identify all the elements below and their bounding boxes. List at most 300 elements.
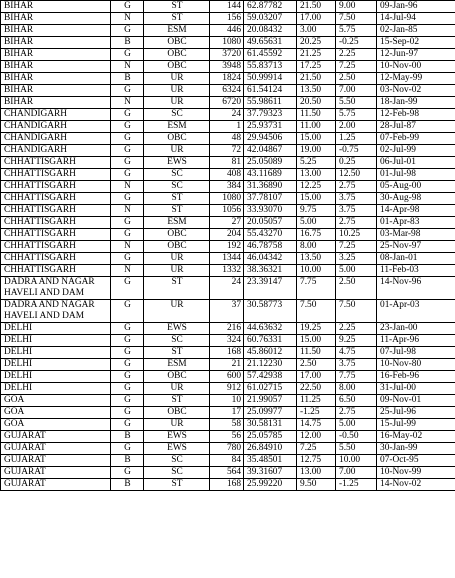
state-cell: GUJARAT [1,479,111,491]
state-cell: CHANDIGARH [1,109,111,121]
date-cell: 09-Nov-01 [377,395,455,407]
state-cell: BIHAR [1,61,111,73]
value-b-cell: 7.50 [336,300,377,323]
table-row [1,25,455,37]
table-row [1,85,455,97]
table-body [1,1,455,491]
date-cell: 06-Jul-01 [377,157,455,169]
count-cell: 780 [210,443,244,455]
score-cell: 25.09977 [244,407,297,419]
date-cell: 14-Nov-02 [377,479,455,491]
date-cell: 11-Feb-03 [377,265,455,277]
category-cell: SC [144,455,210,467]
score-cell: 42.04867 [244,145,297,157]
group-cell: N [111,181,144,193]
score-cell: 45.86012 [244,347,297,359]
date-cell: 01-Apr-03 [377,300,455,323]
state-cell: BIHAR [1,73,111,85]
state-cell: BIHAR [1,97,111,109]
value-b-cell: 2.75 [336,217,377,229]
state-cell: GOA [1,395,111,407]
count-cell: 81 [210,157,244,169]
state-cell: CHHATTISGARH [1,181,111,193]
value-a-cell: 13.00 [297,467,336,479]
group-cell: G [111,277,144,300]
category-cell: UR [144,383,210,395]
table-row [1,1,455,13]
group-cell: B [111,37,144,49]
value-a-cell: 12.25 [297,181,336,193]
group-cell: N [111,205,144,217]
category-cell: SC [144,467,210,479]
value-b-cell: 9.00 [336,1,377,13]
table-row [1,443,455,455]
count-cell: 3720 [210,49,244,61]
group-cell: G [111,145,144,157]
state-cell: CHANDIGARH [1,133,111,145]
state-cell: DADRA AND NAGAR HAVELI AND DAM [1,277,111,300]
score-cell: 35.48501 [244,455,297,467]
group-cell: G [111,407,144,419]
table-row [1,193,455,205]
count-cell: 17 [210,407,244,419]
state-cell: BIHAR [1,13,111,25]
date-cell: 16-Feb-96 [377,371,455,383]
table-row [1,300,455,323]
value-b-cell: 2.50 [336,277,377,300]
value-a-cell: 17.00 [297,371,336,383]
table-row [1,253,455,265]
category-cell: ST [144,205,210,217]
category-cell: ESM [144,359,210,371]
score-cell: 25.93731 [244,121,297,133]
value-b-cell: 7.00 [336,467,377,479]
date-cell: 09-Jan-96 [377,1,455,13]
group-cell: G [111,371,144,383]
category-cell: ESM [144,217,210,229]
table-row [1,145,455,157]
value-a-cell: 8.00 [297,241,336,253]
value-a-cell: 12.00 [297,431,336,443]
group-cell: N [111,241,144,253]
category-cell: OBC [144,229,210,241]
value-a-cell: 13.50 [297,253,336,265]
score-cell: 50.99914 [244,73,297,85]
group-cell: G [111,395,144,407]
category-cell: SC [144,109,210,121]
count-cell: 216 [210,323,244,335]
date-cell: 14-Jul-94 [377,13,455,25]
count-cell: 384 [210,181,244,193]
value-a-cell: 21.25 [297,49,336,61]
score-cell: 20.08432 [244,25,297,37]
value-b-cell: 7.25 [336,241,377,253]
category-cell: OBC [144,61,210,73]
state-cell: DELHI [1,323,111,335]
category-cell: OBC [144,37,210,49]
count-cell: 446 [210,25,244,37]
count-cell: 144 [210,1,244,13]
value-b-cell: 8.00 [336,383,377,395]
value-a-cell: 19.25 [297,323,336,335]
date-cell: 03-Mar-98 [377,229,455,241]
count-cell: 600 [210,371,244,383]
value-b-cell: 3.75 [336,193,377,205]
value-a-cell: 19.00 [297,145,336,157]
table-row [1,109,455,121]
group-cell: G [111,169,144,181]
date-cell: 02-Jul-99 [377,145,455,157]
group-cell: G [111,323,144,335]
score-cell: 29.94506 [244,133,297,145]
state-cell: CHANDIGARH [1,121,111,133]
value-a-cell: 14.75 [297,419,336,431]
count-cell: 27 [210,217,244,229]
group-cell: G [111,347,144,359]
score-cell: 25.05089 [244,157,297,169]
category-cell: UR [144,73,210,85]
table-row [1,455,455,467]
value-b-cell: 5.00 [336,265,377,277]
date-cell: 07-Oct-95 [377,455,455,467]
table-row [1,419,455,431]
table-row [1,181,455,193]
count-cell: 408 [210,169,244,181]
value-a-cell: 7.75 [297,277,336,300]
category-cell: OBC [144,49,210,61]
value-a-cell: 3.00 [297,25,336,37]
category-cell: EWS [144,443,210,455]
score-cell: 59.03207 [244,13,297,25]
count-cell: 1080 [210,37,244,49]
table-row [1,323,455,335]
count-cell: 3948 [210,61,244,73]
table-row [1,13,455,25]
score-cell: 20.05057 [244,217,297,229]
value-a-cell: 20.25 [297,37,336,49]
table-row [1,265,455,277]
group-cell: G [111,1,144,13]
table-row [1,407,455,419]
state-cell: GUJARAT [1,467,111,479]
value-a-cell: 13.00 [297,169,336,181]
count-cell: 37 [210,300,244,323]
date-cell: 07-Feb-99 [377,133,455,145]
table-row [1,157,455,169]
state-cell: CHANDIGARH [1,145,111,157]
state-cell: CHHATTISGARH [1,193,111,205]
date-cell: 01-Jul-98 [377,169,455,181]
value-a-cell: 21.50 [297,1,336,13]
date-cell: 07-Jul-98 [377,347,455,359]
date-cell: 01-Apr-83 [377,217,455,229]
value-b-cell: 3.25 [336,253,377,265]
count-cell: 1344 [210,253,244,265]
value-b-cell: 7.50 [336,13,377,25]
table-row [1,395,455,407]
group-cell: G [111,25,144,37]
state-cell: GOA [1,419,111,431]
group-cell: N [111,97,144,109]
value-a-cell: -1.25 [297,407,336,419]
table-row [1,371,455,383]
score-cell: 39.31607 [244,467,297,479]
group-cell: G [111,229,144,241]
date-cell: 03-Nov-02 [377,85,455,97]
group-cell: N [111,265,144,277]
count-cell: 192 [210,241,244,253]
value-a-cell: 20.50 [297,97,336,109]
table-row [1,37,455,49]
category-cell: ST [144,277,210,300]
score-cell: 49.65631 [244,37,297,49]
group-cell: G [111,383,144,395]
state-cell: CHHATTISGARH [1,241,111,253]
state-cell: CHHATTISGARH [1,169,111,181]
category-cell: ST [144,1,210,13]
state-cell: BIHAR [1,49,111,61]
value-a-cell: 11.50 [297,347,336,359]
state-cell: CHHATTISGARH [1,229,111,241]
state-cell: GOA [1,407,111,419]
count-cell: 168 [210,479,244,491]
value-b-cell: -1.25 [336,479,377,491]
state-cell: BIHAR [1,25,111,37]
group-cell: N [111,61,144,73]
value-a-cell: 12.75 [297,455,336,467]
date-cell: 08-Jan-01 [377,253,455,265]
group-cell: G [111,300,144,323]
value-b-cell: 5.50 [336,443,377,455]
category-cell: UR [144,419,210,431]
score-cell: 26.84910 [244,443,297,455]
table-row [1,241,455,253]
date-cell: 02-Jan-85 [377,25,455,37]
category-cell: EWS [144,431,210,443]
score-cell: 46.04342 [244,253,297,265]
value-a-cell: 21.50 [297,73,336,85]
value-a-cell: 11.50 [297,109,336,121]
score-cell: 61.45592 [244,49,297,61]
count-cell: 1080 [210,193,244,205]
value-a-cell: 9.50 [297,479,336,491]
score-cell: 30.58131 [244,419,297,431]
value-a-cell: 17.00 [297,13,336,25]
group-cell: G [111,359,144,371]
group-cell: G [111,419,144,431]
table-row [1,431,455,443]
score-cell: 37.79323 [244,109,297,121]
group-cell: B [111,455,144,467]
state-cell: CHHATTISGARH [1,253,111,265]
category-cell: OBC [144,371,210,383]
category-cell: OBC [144,133,210,145]
table-row [1,467,455,479]
value-b-cell: 10.00 [336,455,377,467]
score-cell: 44.63632 [244,323,297,335]
table-row [1,205,455,217]
table-row [1,73,455,85]
table-row [1,347,455,359]
date-cell: 14-Apr-98 [377,205,455,217]
date-cell: 18-Jan-99 [377,97,455,109]
table-row [1,479,455,491]
state-cell: GUJARAT [1,455,111,467]
value-b-cell: 5.00 [336,419,377,431]
value-a-cell: 11.25 [297,395,336,407]
value-b-cell: 10.25 [336,229,377,241]
score-cell: 43.11689 [244,169,297,181]
date-cell: 12-Jun-97 [377,49,455,61]
group-cell: B [111,73,144,85]
score-cell: 61.02715 [244,383,297,395]
value-b-cell: 5.75 [336,109,377,121]
count-cell: 1332 [210,265,244,277]
state-cell: BIHAR [1,85,111,97]
date-cell: 16-May-02 [377,431,455,443]
state-cell: DADRA AND NAGAR HAVELI AND DAM [1,300,111,323]
date-cell: 10-Nov-99 [377,467,455,479]
state-cell: BIHAR [1,37,111,49]
state-cell: GUJARAT [1,443,111,455]
score-cell: 61.54124 [244,85,297,97]
group-cell: G [111,121,144,133]
count-cell: 1056 [210,205,244,217]
date-cell: 30-Aug-98 [377,193,455,205]
count-cell: 204 [210,229,244,241]
category-cell: OBC [144,241,210,253]
score-cell: 21.99057 [244,395,297,407]
value-b-cell: 2.25 [336,323,377,335]
state-cell: GUJARAT [1,431,111,443]
value-b-cell: -0.75 [336,145,377,157]
group-cell: B [111,479,144,491]
value-b-cell: 3.75 [336,205,377,217]
value-b-cell: 2.50 [336,73,377,85]
category-cell: ST [144,347,210,359]
state-cell: CHHATTISGARH [1,205,111,217]
count-cell: 48 [210,133,244,145]
value-b-cell: 7.75 [336,371,377,383]
category-cell: UR [144,265,210,277]
category-cell: OBC [144,407,210,419]
value-a-cell: 17.25 [297,61,336,73]
value-b-cell: 0.25 [336,157,377,169]
value-a-cell: 7.25 [297,443,336,455]
count-cell: 1 [210,121,244,133]
count-cell: 156 [210,13,244,25]
count-cell: 10 [210,395,244,407]
category-cell: EWS [144,323,210,335]
score-cell: 30.58773 [244,300,297,323]
table-row [1,169,455,181]
score-cell: 55.43270 [244,229,297,241]
category-cell: ESM [144,121,210,133]
state-cell: DELHI [1,359,111,371]
category-cell: EWS [144,157,210,169]
value-b-cell: 2.75 [336,407,377,419]
group-cell: G [111,335,144,347]
score-cell: 21.12230 [244,359,297,371]
category-cell: UR [144,300,210,323]
count-cell: 6324 [210,85,244,97]
date-cell: 11-Apr-96 [377,335,455,347]
date-cell: 10-Nov-00 [377,61,455,73]
count-cell: 56 [210,431,244,443]
date-cell: 23-Jan-00 [377,323,455,335]
score-cell: 25.05785 [244,431,297,443]
table-row [1,97,455,109]
count-cell: 168 [210,347,244,359]
state-cell: CHHATTISGARH [1,157,111,169]
category-cell: ST [144,193,210,205]
group-cell: G [111,49,144,61]
group-cell: G [111,443,144,455]
table-row [1,335,455,347]
value-a-cell: 5.25 [297,157,336,169]
value-b-cell: 5.75 [336,25,377,37]
table-row [1,359,455,371]
table-row [1,383,455,395]
score-cell: 33.93070 [244,205,297,217]
count-cell: 84 [210,455,244,467]
score-cell: 62.87782 [244,1,297,13]
group-cell: G [111,133,144,145]
state-cell: DELHI [1,347,111,359]
value-b-cell: -0.25 [336,37,377,49]
value-a-cell: 10.00 [297,265,336,277]
category-cell: UR [144,145,210,157]
category-cell: UR [144,97,210,109]
group-cell: G [111,109,144,121]
date-cell: 31-Jul-00 [377,383,455,395]
group-cell: N [111,13,144,25]
count-cell: 564 [210,467,244,479]
table-row [1,217,455,229]
value-a-cell: 5.00 [297,217,336,229]
date-cell: 25-Nov-97 [377,241,455,253]
date-cell: 12-Feb-98 [377,109,455,121]
count-cell: 24 [210,277,244,300]
table-row [1,61,455,73]
category-cell: ST [144,479,210,491]
group-cell: G [111,193,144,205]
score-cell: 55.98611 [244,97,297,109]
count-cell: 1824 [210,73,244,85]
value-b-cell: -0.50 [336,431,377,443]
value-b-cell: 2.75 [336,181,377,193]
value-b-cell: 4.75 [336,347,377,359]
count-cell: 324 [210,335,244,347]
date-cell: 05-Aug-00 [377,181,455,193]
date-cell: 15-Jul-99 [377,419,455,431]
date-cell: 12-May-99 [377,73,455,85]
category-cell: UR [144,253,210,265]
table-row [1,121,455,133]
score-cell: 57.42938 [244,371,297,383]
count-cell: 21 [210,359,244,371]
value-a-cell: 13.50 [297,85,336,97]
value-b-cell: 1.25 [336,133,377,145]
state-cell: CHHATTISGARH [1,217,111,229]
score-cell: 55.83713 [244,61,297,73]
count-cell: 6720 [210,97,244,109]
count-cell: 24 [210,109,244,121]
date-cell: 15-Sep-02 [377,37,455,49]
table-row [1,229,455,241]
table-row [1,133,455,145]
group-cell: B [111,431,144,443]
